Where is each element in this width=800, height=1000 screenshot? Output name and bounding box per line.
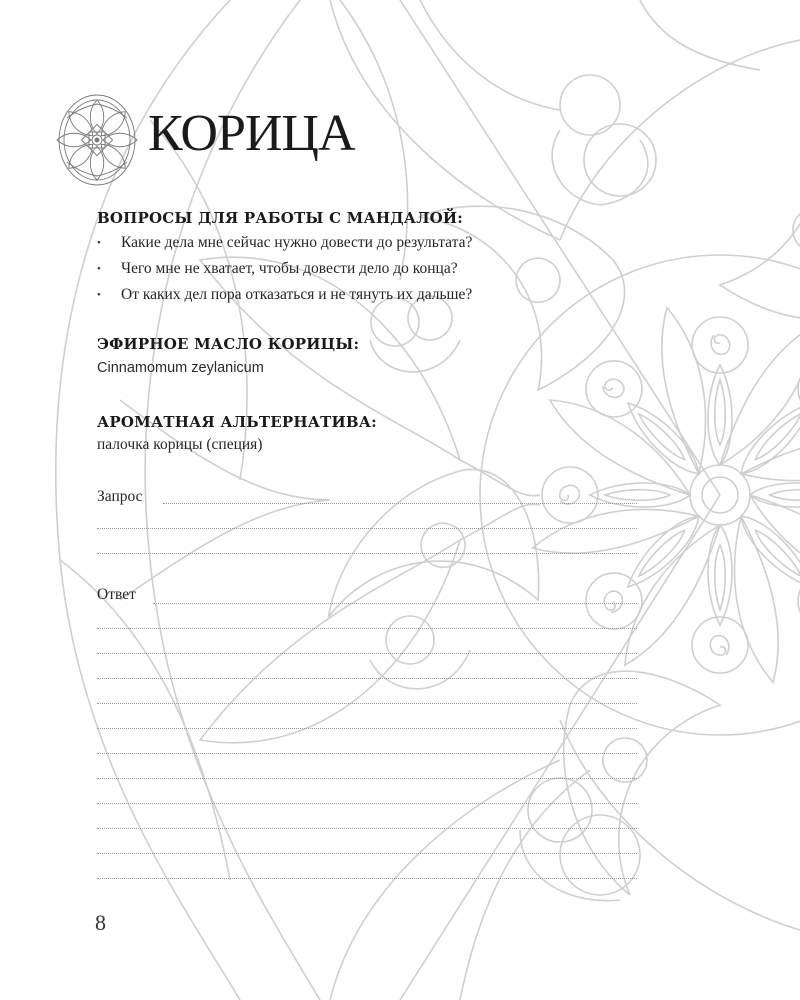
- answer-writing-line[interactable]: [97, 803, 637, 804]
- answer-writing-line[interactable]: [97, 853, 637, 854]
- answer-writing-line[interactable]: [97, 778, 637, 779]
- answer-writing-line[interactable]: [97, 878, 637, 879]
- question-item: • Какие дела мне сейчас нужно довести до результата?: [97, 232, 472, 258]
- answer-writing-line[interactable]: [97, 728, 637, 729]
- answer-writing-line[interactable]: [153, 603, 637, 604]
- essential-oil-latin-name: Cinnamomum zeylanicum: [97, 360, 264, 376]
- answer-writing-line[interactable]: [97, 678, 637, 679]
- answer-writing-line[interactable]: [97, 653, 637, 654]
- mandala-emblem-icon: [56, 91, 138, 189]
- answer-writing-line[interactable]: [97, 828, 637, 829]
- alternative-text: палочка корицы (специя): [97, 436, 263, 453]
- request-label: Запрос: [97, 488, 143, 505]
- essential-oil-heading: ЭФИРНОЕ МАСЛО КОРИЦЫ:: [97, 335, 360, 353]
- request-writing-line[interactable]: [97, 553, 637, 554]
- answer-writing-line[interactable]: [97, 703, 637, 704]
- answer-writing-line[interactable]: [97, 753, 637, 754]
- question-item: • От каких дел пора отказаться и не тянуть их дальше?: [97, 284, 472, 310]
- request-writing-line[interactable]: [163, 503, 637, 504]
- request-writing-line[interactable]: [97, 528, 637, 529]
- answer-label: Ответ: [97, 586, 136, 603]
- page-number: 8: [95, 910, 106, 935]
- page-title: КОРИЦА: [148, 105, 355, 162]
- questions-heading: ВОПРОСЫ ДЛЯ РАБОТЫ С МАНДАЛОЙ:: [97, 209, 464, 227]
- question-item: • Чего мне не хватает, чтобы довести дело до конца?: [97, 258, 472, 284]
- answer-writing-line[interactable]: [97, 628, 637, 629]
- alternative-heading: АРОМАТНАЯ АЛЬТЕРНАТИВА:: [97, 413, 377, 431]
- question-list: [97, 232, 472, 310]
